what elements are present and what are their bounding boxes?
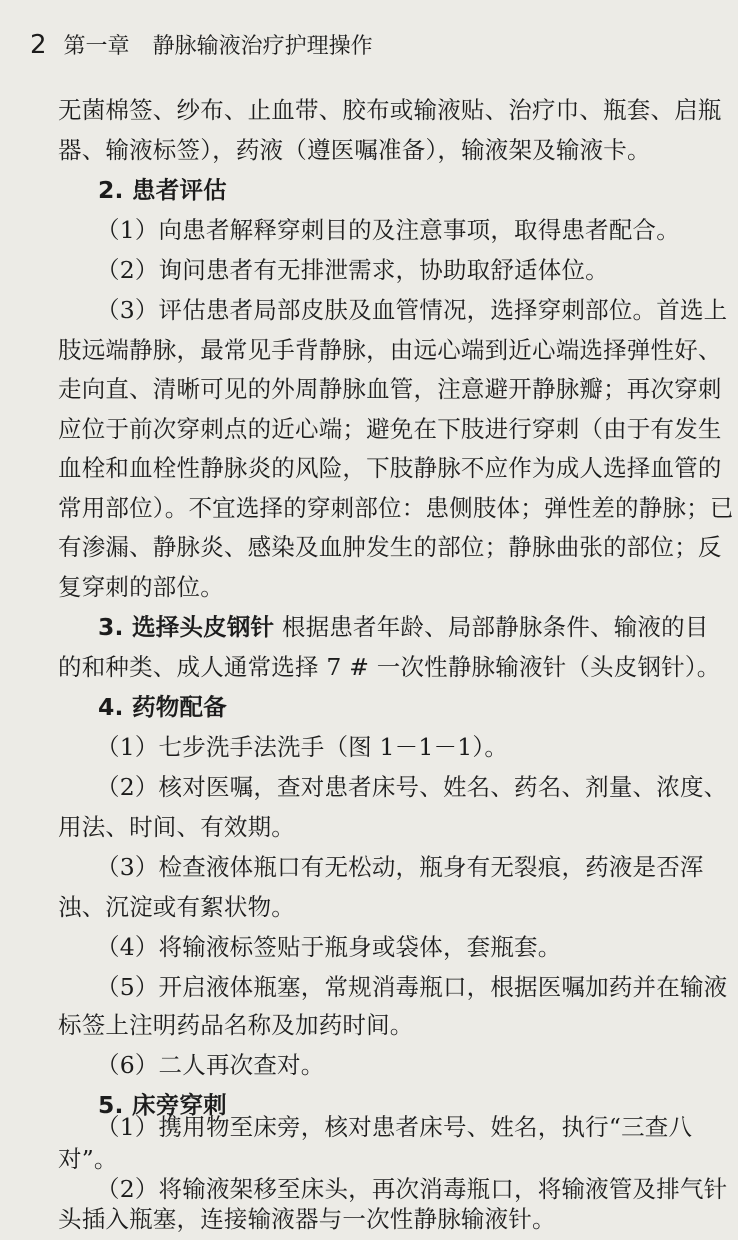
text-line: （2）将输液架移至床头，再次消毒瓶口，将输液管及排气针: [96, 1175, 728, 1203]
text-line: 肢远端静脉，最常见手背静脉，由远心端到近心端选择弹性好、: [58, 336, 722, 364]
text-line: 无菌棉签、纱布、止血带、胶布或输液贴、治疗巾、瓶套、启瓶: [58, 96, 722, 124]
text-line: （2）核对医嘱，查对患者床号、姓名、药名、剂量、浓度、: [96, 773, 728, 801]
text-line: 常用部位）。不宜选择的穿刺部位：患侧肢体；弹性差的静脉；已: [58, 494, 734, 522]
text-line: 血栓和血栓性静脉炎的风险，下肢静脉不应作为成人选择血管的: [58, 454, 722, 482]
text-line: 的和种类、成人通常选择 7 # 一次性静脉输液针（头皮钢针）。: [58, 653, 721, 681]
page-header: [30, 30, 373, 62]
section-heading: 3. 选择头皮钢针: [98, 613, 275, 641]
text-line: （1）携用物至床旁，核对患者床号、姓名，执行“三查八: [96, 1113, 693, 1141]
text-line: [98, 610, 709, 644]
section-heading: 2. 患者评估: [98, 176, 227, 204]
text-line: 有渗漏、静脉炎、感染及血肿发生的部位；静脉曲张的部位；反: [58, 533, 722, 561]
chapter-label: 第一章: [63, 34, 130, 59]
text-line: （3）检查液体瓶口有无松动，瓶身有无裂痕，药液是否浑: [96, 853, 704, 881]
text-line: （1）七步洗手法洗手（图 1－1－1）。: [96, 733, 509, 761]
text-line: （1）向患者解释穿刺目的及注意事项，取得患者配合。: [96, 216, 680, 244]
text-run: 根据患者年龄、局部静脉条件、输液的目: [274, 613, 709, 641]
section-heading: 4. 药物配备: [98, 693, 227, 721]
text-line: （4）将输液标签贴于瓶身或袋体，套瓶套。: [96, 933, 562, 961]
text-line: 标签上注明药品名称及加药时间。: [58, 1011, 414, 1039]
text-line: 对”。: [58, 1145, 118, 1173]
text-line: 走向直、清晰可见的外周静脉血管，注意避开静脉瓣；再次穿刺: [58, 375, 722, 403]
section-heading: 5. 床旁穿刺: [98, 1091, 227, 1119]
text-line: 复穿刺的部位。: [58, 573, 224, 601]
text-line: 应位于前次穿刺点的近心端；避免在下肢进行穿刺（由于有发生: [58, 415, 722, 443]
text-line: （6）二人再次查对。: [96, 1051, 325, 1079]
text-line: 用法、时间、有效期。: [58, 813, 295, 841]
text-line: 头插入瓶塞，连接输液器与一次性静脉输液针。: [58, 1205, 556, 1233]
text-line: 器、输液标签），药液（遵医嘱准备），输液架及输液卡。: [58, 136, 651, 164]
page-number: 2: [30, 30, 47, 60]
text-line: （5）开启液体瓶塞，常规消毒瓶口，根据医嘱加药并在输液: [96, 973, 728, 1001]
text-line: （2）询问患者有无排泄需求，协助取舒适体位。: [96, 256, 609, 284]
text-line: 浊、沉淀或有絮状物。: [58, 893, 295, 921]
chapter-title: 静脉输液治疗护理操作: [152, 34, 373, 59]
text-line: （3）评估患者局部皮肤及血管情况，选择穿刺部位。首选上: [96, 296, 728, 324]
